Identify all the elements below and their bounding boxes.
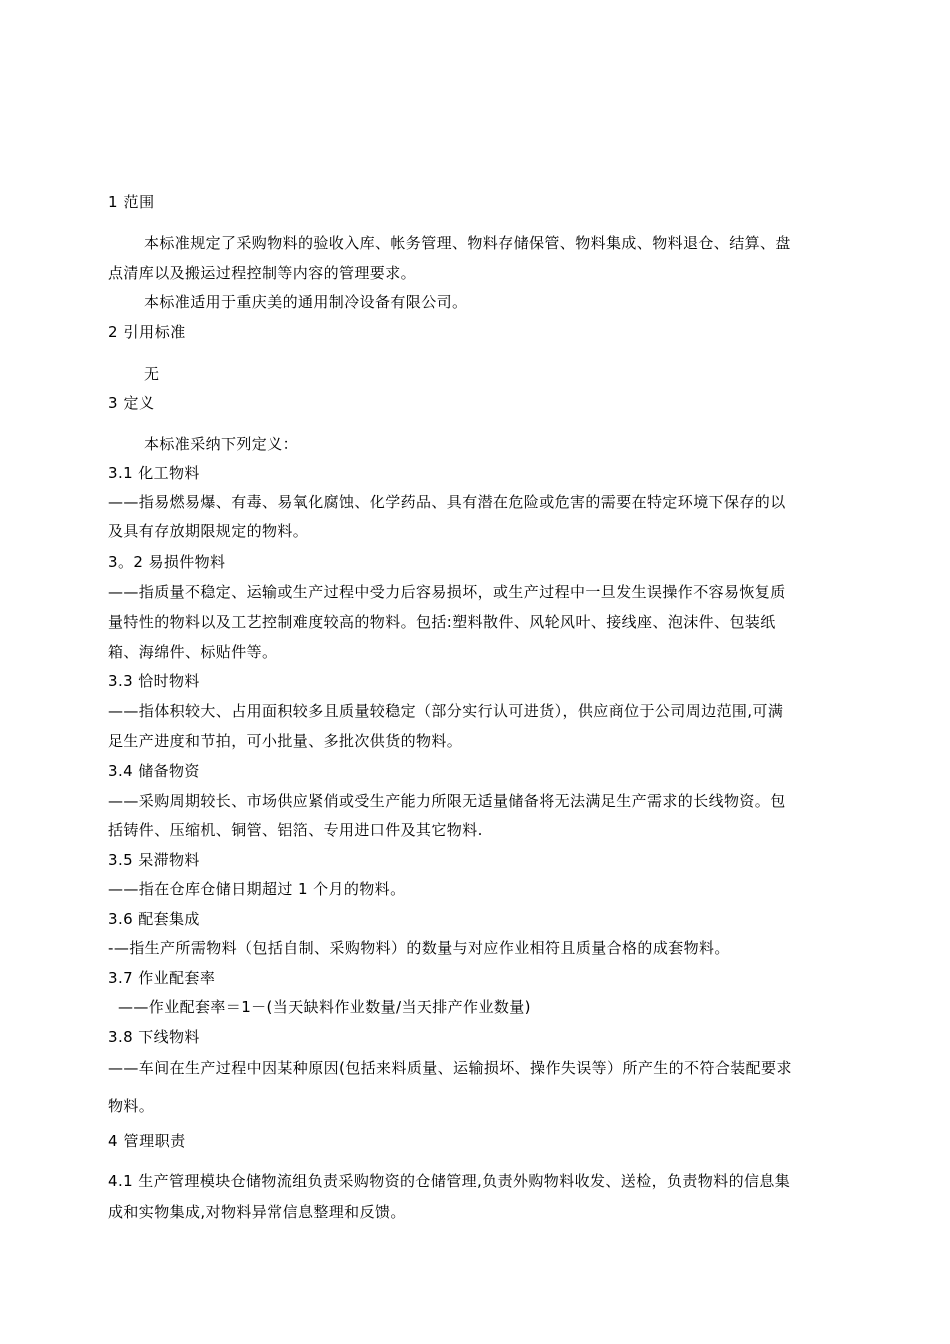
definition-3-1-line-1: ——指易燃易爆、有毒、易氧化腐蚀、化学药品、具有潜在危险或危害的需要在特定环境下保存的以 bbox=[108, 493, 786, 511]
definition-3-4-line-1: ——采购周期较长、市场供应紧俏或受生产能力所限无适量储备将无法满足生产需求的长线物资。包 bbox=[108, 792, 786, 810]
definition-3-6-line-1: -—指生产所需物料（包括自制、采购物料）的数量与对应作业相符且质量合格的成套物料。 bbox=[108, 939, 730, 957]
definition-3-7-line-1: ——作业配套率＝1－(当天缺料作业数量/当天排产作业数量) bbox=[118, 998, 531, 1016]
definition-3-5-title: 3.5 呆滞物料 bbox=[108, 851, 200, 869]
definition-3-2-title: 3。2 易损件物料 bbox=[108, 553, 226, 571]
definition-3-4-title: 3.4 储备物资 bbox=[108, 762, 200, 780]
section-2-body: 无 bbox=[144, 365, 160, 383]
definition-3-8-line-1: ——车间在生产过程中因某种原因(包括来料质量、运输损坏、操作失误等）所产生的不符合装配要求 bbox=[108, 1059, 792, 1077]
definition-3-7-title: 3.7 作业配套率 bbox=[108, 969, 216, 987]
section-4-1-line-2: 成和实物集成,对物料异常信息整理和反馈。 bbox=[108, 1203, 406, 1221]
section-1-paragraph-1-line-1: 本标准规定了采购物料的验收入库、帐务管理、物料存储保管、物料集成、物料退仓、结算、盘 bbox=[144, 234, 791, 252]
definition-3-4-line-2: 括铸件、压缩机、铜管、铝箔、专用进口件及其它物料. bbox=[108, 821, 483, 839]
section-4-1-line-1: 4.1 生产管理模块仓储物流组负责采购物资的仓储管理,负责外购物料收发、送检，负责物料的信息集 bbox=[108, 1172, 791, 1190]
definition-3-2-line-2: 量特性的物料以及工艺控制难度较高的物料。包括:塑料散件、风轮风叶、接线座、泡沫件、包装纸 bbox=[108, 613, 776, 631]
definition-3-3-line-1: ——指体积较大、占用面积较多且质量较稳定（部分实行认可进货），供应商位于公司周边范围,可满 bbox=[108, 702, 784, 720]
definition-3-6-title: 3.6 配套集成 bbox=[108, 910, 200, 928]
definition-3-3-title: 3.3 恰时物料 bbox=[108, 672, 200, 690]
definition-3-1-line-2: 及具有存放期限规定的物料。 bbox=[108, 522, 309, 540]
definition-3-2-line-3: 箱、海绵件、标贴件等。 bbox=[108, 643, 278, 661]
definition-3-5-line-1: ——指在仓库仓储日期超过 1 个月的物料。 bbox=[108, 880, 406, 898]
definition-3-8-title: 3.8 下线物料 bbox=[108, 1028, 200, 1046]
section-3-heading: 3 定义 bbox=[108, 394, 155, 412]
section-1-heading: 1 范围 bbox=[108, 193, 155, 211]
definition-3-2-line-1: ——指质量不稳定、运输或生产过程中受力后容易损坏，或生产过程中一旦发生误操作不容易恢复质 bbox=[108, 583, 786, 601]
section-1-paragraph-2: 本标准适用于重庆美的通用制冷设备有限公司。 bbox=[144, 293, 468, 311]
definition-3-1-title: 3.1 化工物料 bbox=[108, 464, 200, 482]
section-4-heading: 4 管理职责 bbox=[108, 1132, 186, 1150]
section-2-heading: 2 引用标准 bbox=[108, 323, 186, 341]
section-1-paragraph-1-line-2: 点清库以及搬运过程控制等内容的管理要求。 bbox=[108, 264, 417, 282]
definition-3-8-line-2: 物料。 bbox=[108, 1097, 155, 1115]
definition-3-3-line-2: 足生产进度和节拍，可小批量、多批次供货的物料。 bbox=[108, 732, 463, 750]
section-3-intro: 本标准采纳下列定义： bbox=[144, 435, 299, 453]
